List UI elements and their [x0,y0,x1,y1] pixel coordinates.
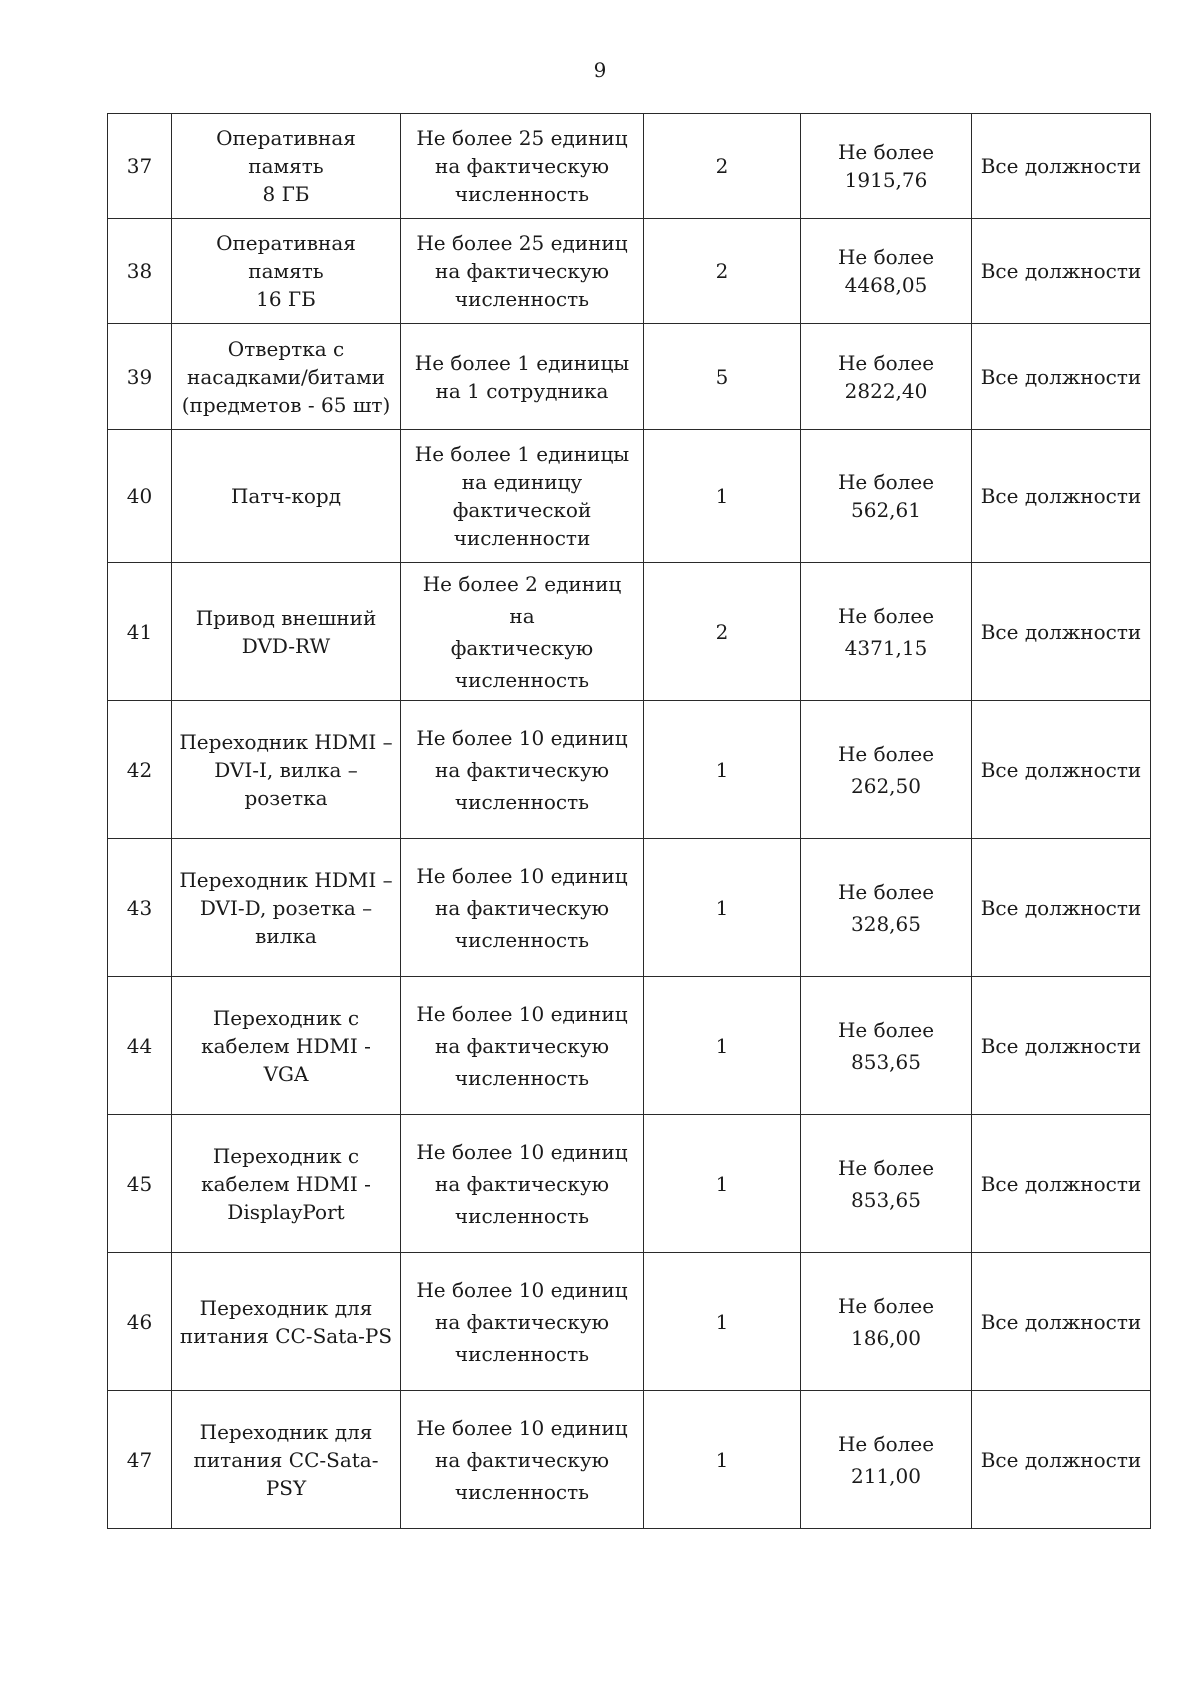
position-cell: Все должности [972,977,1151,1115]
row-number-cell: 43 [108,839,172,977]
norm-cell: Не более 10 единиц на фактическую численность [401,1115,644,1253]
table-row [108,219,1151,324]
price-cell: Не более 562,61 [801,430,972,563]
quantity-cell: 1 [644,430,801,563]
price-cell: Не более 853,65 [801,1115,972,1253]
table-row [108,701,1151,839]
quantity-cell: 1 [644,701,801,839]
table-row [108,324,1151,430]
table-row [108,839,1151,977]
quantity-cell: 2 [644,219,801,324]
table-row [108,430,1151,563]
row-number-cell: 46 [108,1253,172,1391]
row-number-cell: 45 [108,1115,172,1253]
quantity-cell: 1 [644,839,801,977]
item-name-cell: Переходник для питания CC-Sata- PSY [172,1391,401,1529]
row-number-cell: 42 [108,701,172,839]
price-cell: Не более 853,65 [801,977,972,1115]
position-cell: Все должности [972,324,1151,430]
table-row [108,977,1151,1115]
item-name-cell: Переходник для питания CC-Sata-PS [172,1253,401,1391]
table-row [108,563,1151,701]
norm-cell: Не более 10 единиц на фактическую численность [401,1391,644,1529]
row-number-cell: 39 [108,324,172,430]
norm-cell: Не более 25 единиц на фактическую численность [401,114,644,219]
item-name-cell: Привод внешний DVD-RW [172,563,401,701]
quantity-cell: 1 [644,1253,801,1391]
price-cell: Не более 328,65 [801,839,972,977]
price-cell: Не более 211,00 [801,1391,972,1529]
position-cell: Все должности [972,430,1151,563]
position-cell: Все должности [972,701,1151,839]
row-number-cell: 37 [108,114,172,219]
position-cell: Все должности [972,563,1151,701]
page-number: 9 [593,58,607,82]
position-cell: Все должности [972,1253,1151,1391]
norm-cell: Не более 10 единиц на фактическую численность [401,839,644,977]
position-cell: Все должности [972,839,1151,977]
quantity-cell: 5 [644,324,801,430]
item-name-cell: Переходник HDMI – DVI-I, вилка – розетка [172,701,401,839]
position-cell: Все должности [972,1115,1151,1253]
price-cell: Не более 186,00 [801,1253,972,1391]
price-cell: Не более 2822,40 [801,324,972,430]
item-name-cell: Переходник HDMI – DVI-D, розетка – вилка [172,839,401,977]
item-name-cell: Оперативная память 8 ГБ [172,114,401,219]
table-row [108,1391,1151,1529]
norm-cell: Не более 2 единиц на фактическую численность [401,563,644,701]
price-cell: Не более 4371,15 [801,563,972,701]
row-number-cell: 44 [108,977,172,1115]
row-number-cell: 38 [108,219,172,324]
quantity-cell: 1 [644,1115,801,1253]
position-cell: Все должности [972,1391,1151,1529]
table-row [108,114,1151,219]
quantity-cell: 1 [644,1391,801,1529]
position-cell: Все должности [972,219,1151,324]
norm-cell: Не более 25 единиц на фактическую численность [401,219,644,324]
quantity-cell: 1 [644,977,801,1115]
price-cell: Не более 1915,76 [801,114,972,219]
item-name-cell: Отвертка с насадками/битами (предметов - 65 шт) [172,324,401,430]
norm-cell: Не более 10 единиц на фактическую численность [401,977,644,1115]
norm-cell: Не более 10 единиц на фактическую численность [401,701,644,839]
norm-cell: Не более 1 единицы на 1 сотрудника [401,324,644,430]
norm-cell: Не более 1 единицы на единицу фактической численности [401,430,644,563]
norm-cell: Не более 10 единиц на фактическую численность [401,1253,644,1391]
price-cell: Не более 262,50 [801,701,972,839]
quantity-cell: 2 [644,114,801,219]
item-name-cell: Переходник с кабелем HDMI - DisplayPort [172,1115,401,1253]
table-row [108,1115,1151,1253]
row-number-cell: 40 [108,430,172,563]
norms-table [107,113,1151,1529]
item-name-cell: Переходник с кабелем HDMI - VGA [172,977,401,1115]
table-row [108,1253,1151,1391]
row-number-cell: 47 [108,1391,172,1529]
price-cell: Не более 4468,05 [801,219,972,324]
item-name-cell: Патч-корд [172,430,401,563]
row-number-cell: 41 [108,563,172,701]
quantity-cell: 2 [644,563,801,701]
position-cell: Все должности [972,114,1151,219]
item-name-cell: Оперативная память 16 ГБ [172,219,401,324]
